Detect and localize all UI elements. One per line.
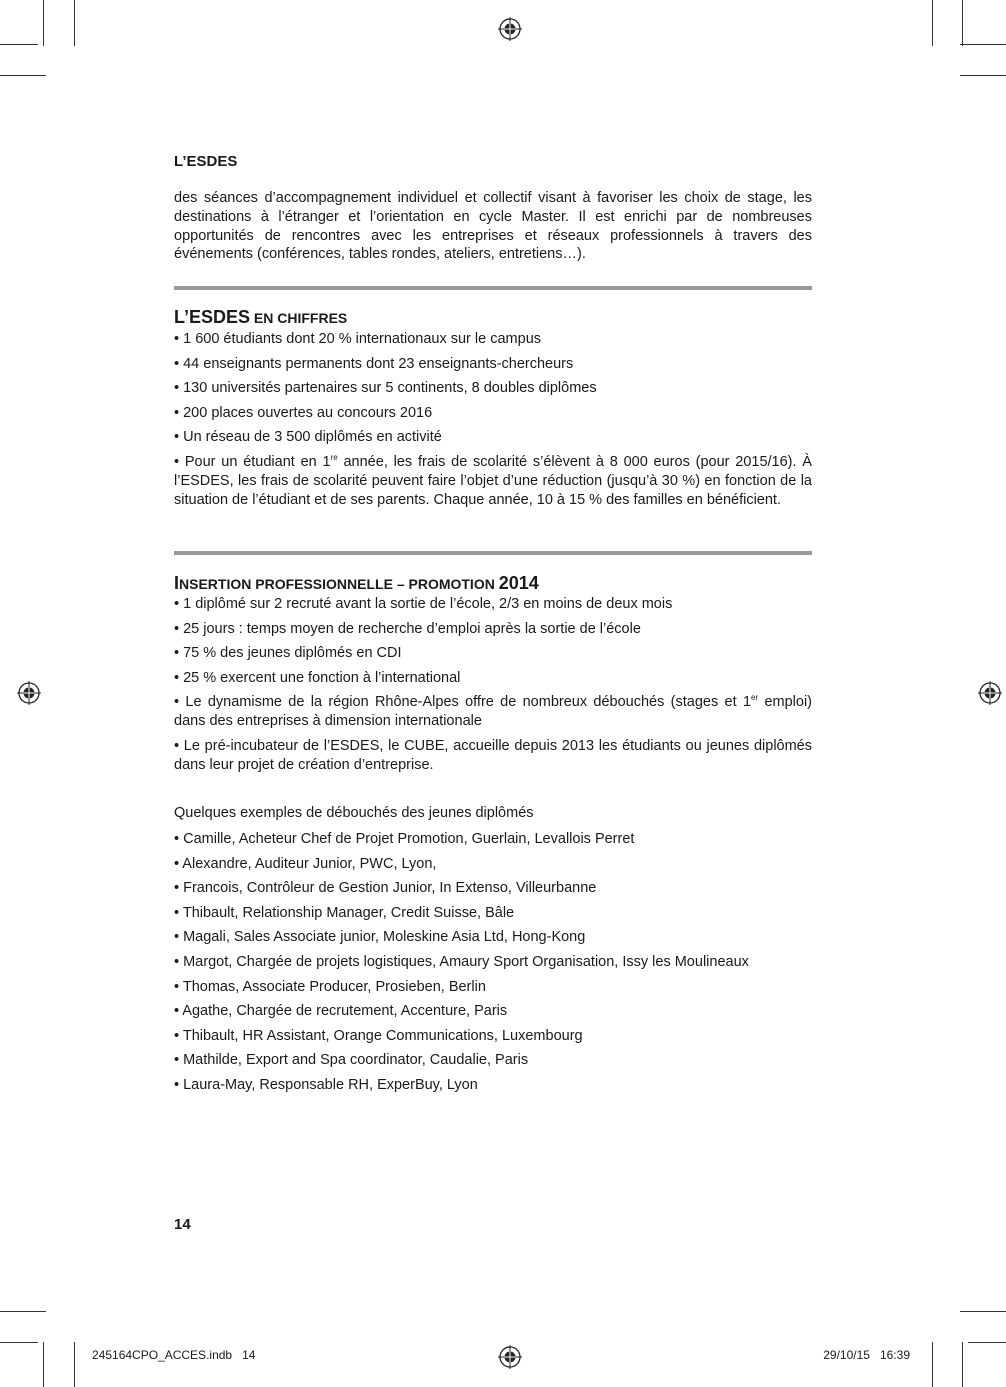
list-item: • 1 600 étudiants dont 20 % internationaux sur le campus bbox=[174, 331, 542, 347]
section-title-main: L’ESDES bbox=[174, 307, 251, 327]
crop-mark bbox=[74, 1342, 75, 1387]
list-item: • Alexandre, Auditeur Junior, PWC, Lyon, bbox=[174, 855, 437, 872]
list-item: • 44 enseignants permanents dont 23 enseignants-chercheurs bbox=[174, 355, 574, 372]
list-item: • Camille, Acheteur Chef de Projet Promotion, Guerlain, Levallois Perret bbox=[174, 831, 635, 847]
examples-intro: Quelques exemples de débouchés des jeunes diplômés bbox=[174, 805, 534, 821]
list-item: • 75 % des jeunes diplômés en CDI bbox=[174, 645, 402, 662]
crop-mark bbox=[962, 1342, 963, 1387]
list-item: • Margot, Chargée de projets logistiques, Amaury Sport Organisation, Issy les Moulineaux bbox=[174, 953, 749, 970]
chiffres-list bbox=[174, 330, 812, 515]
section-title-initial: I bbox=[174, 573, 180, 593]
crop-mark bbox=[43, 0, 44, 46]
section-title-chiffres bbox=[174, 302, 347, 330]
registration-mark-icon bbox=[978, 681, 1002, 705]
crop-mark bbox=[43, 1342, 44, 1387]
list-item-fees: • Pour un étudiant en 1re année, les frais de scolarité s’élèvent à 8 000 euros (pour 2015/16). À l’ESDES, les frais de scolarité peuvent faire l’objet d’une réduction (jusqu’à 30 %) en fonction de la situation de l’étudiant et de ses parents. Chaque année, 10 à 15 % des familles en bénéficient. bbox=[174, 452, 812, 508]
crop-mark bbox=[0, 44, 38, 45]
registration-mark-icon bbox=[498, 17, 522, 41]
crop-mark bbox=[968, 1342, 1006, 1343]
section-rule bbox=[174, 551, 812, 555]
intro-paragraph: des séances d’accompagnement individuel et collectif visant à favoriser les choix de stage, les destinations à l’étranger et l’orientation en cycle Master. Il est enrichi par de nombreuses opportunités de rencontres avec les entreprises et réseaux professionnels à travers des événements (conférences, tables rondes, ateliers, entretiens…). bbox=[174, 190, 812, 263]
section-rule bbox=[174, 286, 812, 290]
list-item: • Mathilde, Export and Spa coordinator, Caudalie, Paris bbox=[174, 1052, 529, 1069]
crop-mark bbox=[960, 75, 1006, 76]
list-item: • 25 % exercent une fonction à l’international bbox=[174, 669, 461, 686]
list-item: • Magali, Sales Associate junior, Moleskine Asia Ltd, Hong-Kong bbox=[174, 929, 586, 946]
registration-mark-icon bbox=[17, 681, 41, 705]
page-number: 14 bbox=[174, 1216, 191, 1233]
list-item: • Un réseau de 3 500 diplômés en activité bbox=[174, 429, 442, 446]
section-title-smallcaps: NSERTION PROFESSIONNELLE – PROMOTION bbox=[179, 576, 499, 592]
list-item: • Francois, Contrôleur de Gestion Junior, In Extenso, Villeurbanne bbox=[174, 880, 597, 897]
slug-file: 245164CPO_ACCES.indb 14 bbox=[92, 1348, 256, 1362]
crop-mark bbox=[932, 0, 933, 46]
slug-date: 29/10/15 16:39 bbox=[823, 1348, 910, 1362]
list-item: • 1 diplômé sur 2 recruté avant la sortie de l’école, 2/3 en moins de deux mois bbox=[174, 596, 673, 612]
list-item: • 25 jours : temps moyen de recherche d’emploi après la sortie de l’école bbox=[174, 620, 641, 637]
section-title-year: 2014 bbox=[498, 573, 539, 593]
crop-mark bbox=[932, 1342, 933, 1387]
crop-mark bbox=[0, 1311, 46, 1312]
crop-mark bbox=[0, 75, 46, 76]
list-item: • Agathe, Chargée de recrutement, Accenture, Paris bbox=[174, 1003, 508, 1020]
registration-mark-icon bbox=[498, 1345, 522, 1369]
crop-mark bbox=[74, 0, 75, 46]
list-item: • Le pré-incubateur de l’ESDES, le CUBE, accueille depuis 2013 les étudiants ou jeunes diplômés dans leur projet de création d’entreprise. bbox=[174, 737, 812, 773]
crop-mark bbox=[960, 44, 1006, 45]
section-title-rest: EN CHIFFRES bbox=[250, 310, 348, 326]
list-item: • 130 universités partenaires sur 5 continents, 8 doubles diplômes bbox=[174, 380, 597, 397]
list-item: • Thibault, HR Assistant, Orange Communications, Luxembourg bbox=[174, 1027, 583, 1044]
crop-mark bbox=[0, 1342, 38, 1343]
examples-list bbox=[174, 830, 812, 1101]
list-item: • Thibault, Relationship Manager, Credit Suisse, Bâle bbox=[174, 904, 515, 921]
list-item: • Thomas, Associate Producer, Prosieben, Berlin bbox=[174, 978, 486, 995]
crop-mark bbox=[960, 1311, 1006, 1312]
list-item-region: • Le dynamisme de la région Rhône-Alpes offre de nombreux débouchés (stages et 1er emploi) dans des entreprises à dimension internationale bbox=[174, 693, 812, 730]
running-head: L’ESDES bbox=[174, 153, 238, 170]
section-title-insertion bbox=[174, 568, 539, 596]
list-item: • Laura-May, Responsable RH, ExperBuy, Lyon bbox=[174, 1076, 478, 1093]
crop-mark bbox=[962, 0, 963, 46]
list-item: • 200 places ouvertes au concours 2016 bbox=[174, 404, 433, 421]
insertion-list bbox=[174, 595, 812, 780]
